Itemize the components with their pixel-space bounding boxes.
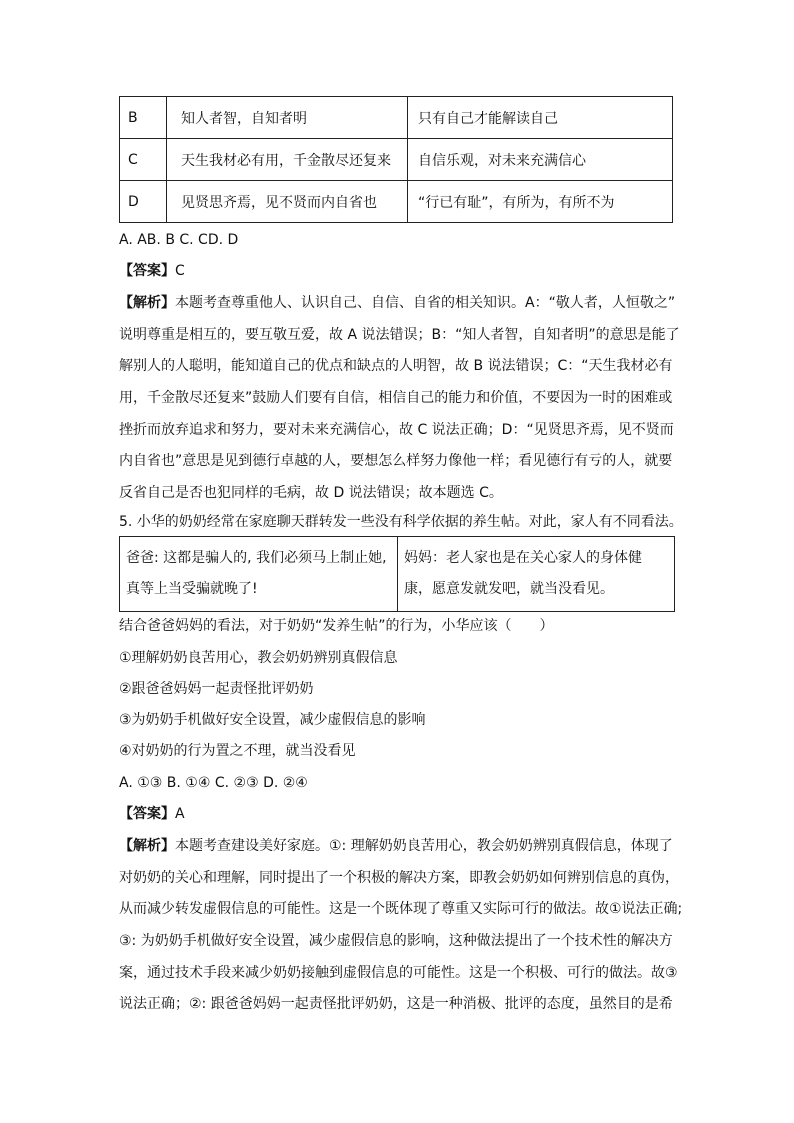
row-quote: 见贤思齐焉，见不贤而内自省也 — [167, 181, 408, 223]
row-letter: D — [120, 181, 167, 223]
row-meaning: 只有自己才能解读自己 — [408, 97, 673, 139]
row-meaning: 自信乐观，对未来充满信心 — [408, 139, 673, 181]
q5-item: ③为奶奶手机做好安全设置，减少虚假信息的影响 — [119, 712, 426, 728]
answer-value: A — [175, 806, 185, 822]
analysis-line: 反省自己是否也犯同样的毛病，故 D 说法错误；故本题选 C。 — [119, 485, 503, 502]
analysis-line: 【解析】本题考查建设美好家庭。①: 理解奶奶良苦用心，教会奶奶辨别真假信息，体现了 — [119, 838, 673, 854]
opinions-table — [119, 536, 675, 612]
answer-value: C — [175, 263, 185, 279]
q5-analysis — [119, 836, 683, 1026]
q4-analysis — [119, 293, 679, 515]
q5-question: 结合爸爸妈妈的看法，对于奶奶“发养生帖”的行为，小华应该（ ） — [119, 618, 554, 634]
analysis-line: 解别人的人聪明，能知道自己的优点和缺点的人明智，故 B 说法错误；C：“天生我材必有 — [119, 358, 673, 375]
analysis-line: ③: 为奶奶手机做好安全设置，减少虚假信息的影响，这种做法提出了一个技术性的解决方 — [119, 933, 673, 950]
analysis-line: 对奶奶的关心和理解，同时提出了一个积极的解决方案，即教会奶奶如何辨别信息的真伪， — [119, 869, 679, 886]
q5-answer — [119, 804, 185, 824]
row-meaning: “行已有耻”，有所为，有所不为 — [408, 181, 673, 223]
answer-tag: 【答案】 — [119, 806, 175, 822]
answer-tag: 【答案】 — [119, 263, 175, 279]
row-letter: C — [120, 139, 167, 181]
dad-opinion: 爸爸: 这都是骗人的, 我们必须马上制止她, 真等上当受骗就晚了! — [120, 537, 398, 612]
q5-item: ②跟爸爸妈妈一起责怪批评奶奶 — [119, 681, 314, 697]
q5-options: A. ①③ B. ①④ C. ②③ D. ②④ — [119, 775, 308, 791]
analysis-line: 案，通过技术手段来减少奶奶接触到虚假信息的可能性。这是一个积极、可行的做法。故③ — [119, 964, 678, 981]
table-row — [120, 97, 673, 139]
table-row — [120, 139, 673, 181]
q5-item: ④对奶奶的行为置之不理，就当没看见 — [119, 743, 356, 759]
analysis-line: 挫折而放弃追求和努力，要对未来充满信心，故 C 说法正确；D：“见贤思齐焉，见不贤而 — [119, 421, 674, 438]
row-letter: B — [120, 97, 167, 139]
q4-options: A. AB. B C. CD. D — [119, 232, 239, 248]
table-row — [120, 181, 673, 223]
table-row — [120, 537, 675, 612]
mom-opinion: 妈妈：老人家也是在关心家人的身体健康，愿意发就发吧，就当没看见。 — [398, 537, 675, 612]
q5-stem: 5. 小华的奶奶经常在家庭聊天群转发一些没有科学依据的养生帖。对此，家人有不同看法。 — [119, 514, 683, 530]
analysis-tag: 【解析】 — [119, 838, 175, 854]
analysis-line: 说法正确；②: 跟爸爸妈妈一起责怪批评奶奶，这是一种消极、批评的态度，虽然目的是希 — [119, 996, 673, 1013]
analysis-line: 从而减少转发虚假信息的可能性。这是一个既体现了尊重又实际可行的做法。故①说法正确; — [119, 901, 683, 918]
analysis-line: 内自省也”意思是见到德行卓越的人，要想怎么样努力像他一样；看见德行有亏的人，就要 — [119, 453, 673, 470]
q4-answer — [119, 261, 185, 281]
analysis-line: 用，千金散尽还复来”鼓励人们要有自信，相信自己的能力和价值，不要因为一时的困难或 — [119, 390, 673, 407]
comparison-table — [119, 96, 673, 223]
row-quote: 天生我材必有用，千金散尽还复来 — [167, 139, 408, 181]
analysis-tag: 【解析】 — [119, 295, 175, 311]
analysis-line: 【解析】本题考查尊重他人、认识自己、自信、自省的相关知识。A：“敬人者，人恒敬之” — [119, 295, 676, 311]
row-quote: 知人者智，自知者明 — [167, 97, 408, 139]
analysis-line: 说明尊重是相互的，要互敬互爱，故 A 说法错误；B：“知人者智，自知者明”的意思是能了 — [119, 326, 680, 343]
q5-item: ①理解奶奶良苦用心，教会奶奶辨别真假信息 — [119, 650, 398, 666]
